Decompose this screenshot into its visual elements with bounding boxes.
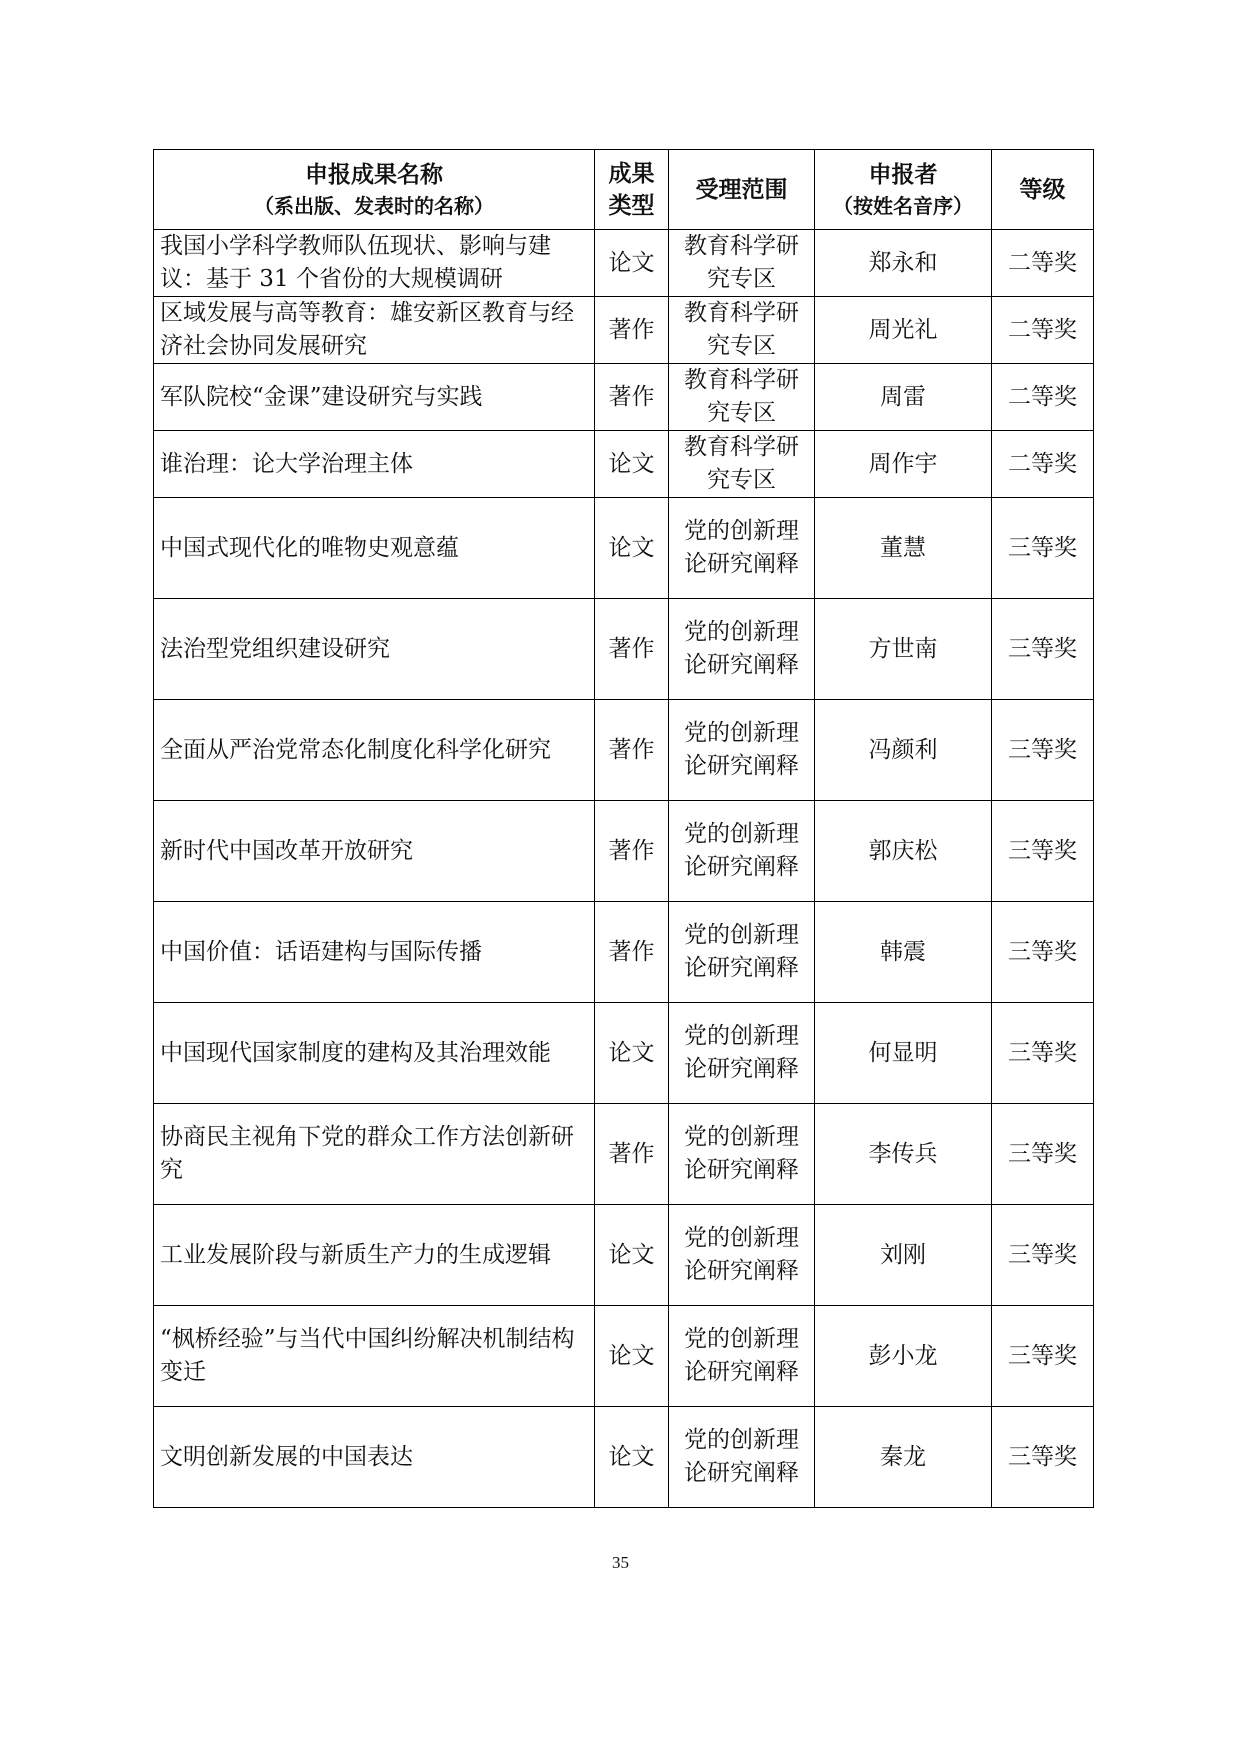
cell-author: 韩震 [815,902,992,1003]
cell-author: 周雷 [815,364,992,431]
cell-type: 著作 [595,700,669,801]
cell-type: 著作 [595,1104,669,1205]
cell-title: “枫桥经验”与当代中国纠纷解决机制结构变迁 [154,1306,595,1407]
table-row [154,700,1094,801]
cell-grade: 三等奖 [992,1205,1094,1306]
header-author-main: 申报者 [868,161,938,188]
header-grade: 等级 [992,150,1094,230]
awards-table [153,149,1094,1508]
cell-scope: 党的创新理论研究阐释 [669,1306,815,1407]
cell-title: 区域发展与高等教育：雄安新区教育与经济社会协同发展研究 [154,297,595,364]
header-type [595,150,669,230]
cell-author: 李传兵 [815,1104,992,1205]
cell-grade: 二等奖 [992,364,1094,431]
header-author [815,150,992,230]
cell-title: 军队院校“金课”建设研究与实践 [154,364,595,431]
table-row [154,297,1094,364]
cell-grade: 三等奖 [992,1306,1094,1407]
header-scope: 受理范围 [669,150,815,230]
header-type-line2: 类型 [608,192,655,219]
cell-grade: 二等奖 [992,431,1094,498]
cell-grade: 三等奖 [992,599,1094,700]
cell-scope: 党的创新理论研究阐释 [669,801,815,902]
cell-type: 著作 [595,599,669,700]
table-row [154,599,1094,700]
header-title [154,150,595,230]
cell-title: 新时代中国改革开放研究 [154,801,595,902]
cell-grade: 三等奖 [992,498,1094,599]
cell-author: 何显明 [815,1003,992,1104]
cell-grade: 三等奖 [992,1003,1094,1104]
cell-scope: 党的创新理论研究阐释 [669,902,815,1003]
cell-type: 论文 [595,431,669,498]
cell-type: 论文 [595,1306,669,1407]
table-row [154,902,1094,1003]
cell-scope: 党的创新理论研究阐释 [669,1205,815,1306]
cell-scope: 党的创新理论研究阐释 [669,1003,815,1104]
table-row [154,1306,1094,1407]
cell-type: 论文 [595,498,669,599]
cell-author: 郑永和 [815,230,992,297]
cell-scope: 党的创新理论研究阐释 [669,1407,815,1508]
cell-scope: 党的创新理论研究阐释 [669,700,815,801]
header-title-main: 申报成果名称 [305,161,443,188]
cell-title: 工业发展阶段与新质生产力的生成逻辑 [154,1205,595,1306]
cell-type: 论文 [595,1003,669,1104]
cell-title: 法治型党组织建设研究 [154,599,595,700]
cell-grade: 二等奖 [992,230,1094,297]
cell-author: 彭小龙 [815,1306,992,1407]
cell-author: 董慧 [815,498,992,599]
cell-title: 中国式现代化的唯物史观意蕴 [154,498,595,599]
cell-grade: 三等奖 [992,700,1094,801]
cell-author: 周光礼 [815,297,992,364]
cell-title: 中国现代国家制度的建构及其治理效能 [154,1003,595,1104]
cell-title: 中国价值：话语建构与国际传播 [154,902,595,1003]
header-type-line1: 成果 [608,160,655,187]
table-body [154,230,1094,1508]
cell-grade: 三等奖 [992,801,1094,902]
table-row [154,801,1094,902]
cell-grade: 三等奖 [992,1104,1094,1205]
table-row [154,364,1094,431]
table-header-row [154,150,1094,230]
cell-title: 文明创新发展的中国表达 [154,1407,595,1508]
table-row [154,1003,1094,1104]
cell-title: 全面从严治党常态化制度化科学化研究 [154,700,595,801]
cell-type: 论文 [595,1407,669,1508]
cell-scope: 教育科学研究专区 [669,431,815,498]
page-number: 35 [612,1553,629,1572]
cell-grade: 三等奖 [992,902,1094,1003]
cell-title: 我国小学科学教师队伍现状、影响与建议：基于 31 个省份的大规模调研 [154,230,595,297]
cell-type: 著作 [595,801,669,902]
cell-author: 周作宇 [815,431,992,498]
cell-scope: 党的创新理论研究阐释 [669,498,815,599]
cell-type: 著作 [595,364,669,431]
cell-author: 冯颜利 [815,700,992,801]
cell-author: 刘刚 [815,1205,992,1306]
cell-scope: 党的创新理论研究阐释 [669,1104,815,1205]
table-row [154,1205,1094,1306]
cell-scope: 党的创新理论研究阐释 [669,599,815,700]
table-row [154,431,1094,498]
table-row [154,1104,1094,1205]
cell-grade: 三等奖 [992,1407,1094,1508]
header-title-sub: （系出版、发表时的名称） [254,193,494,218]
header-author-sub: （按姓名音序） [833,193,973,218]
cell-author: 方世南 [815,599,992,700]
cell-type: 论文 [595,1205,669,1306]
cell-title: 协商民主视角下党的群众工作方法创新研究 [154,1104,595,1205]
table-row [154,230,1094,297]
cell-grade: 二等奖 [992,297,1094,364]
table-row [154,498,1094,599]
cell-type: 著作 [595,297,669,364]
table-row [154,1407,1094,1508]
cell-type: 著作 [595,902,669,1003]
cell-author: 秦龙 [815,1407,992,1508]
cell-scope: 教育科学研究专区 [669,364,815,431]
cell-title: 谁治理：论大学治理主体 [154,431,595,498]
cell-type: 论文 [595,230,669,297]
cell-scope: 教育科学研究专区 [669,230,815,297]
cell-scope: 教育科学研究专区 [669,297,815,364]
cell-author: 郭庆松 [815,801,992,902]
